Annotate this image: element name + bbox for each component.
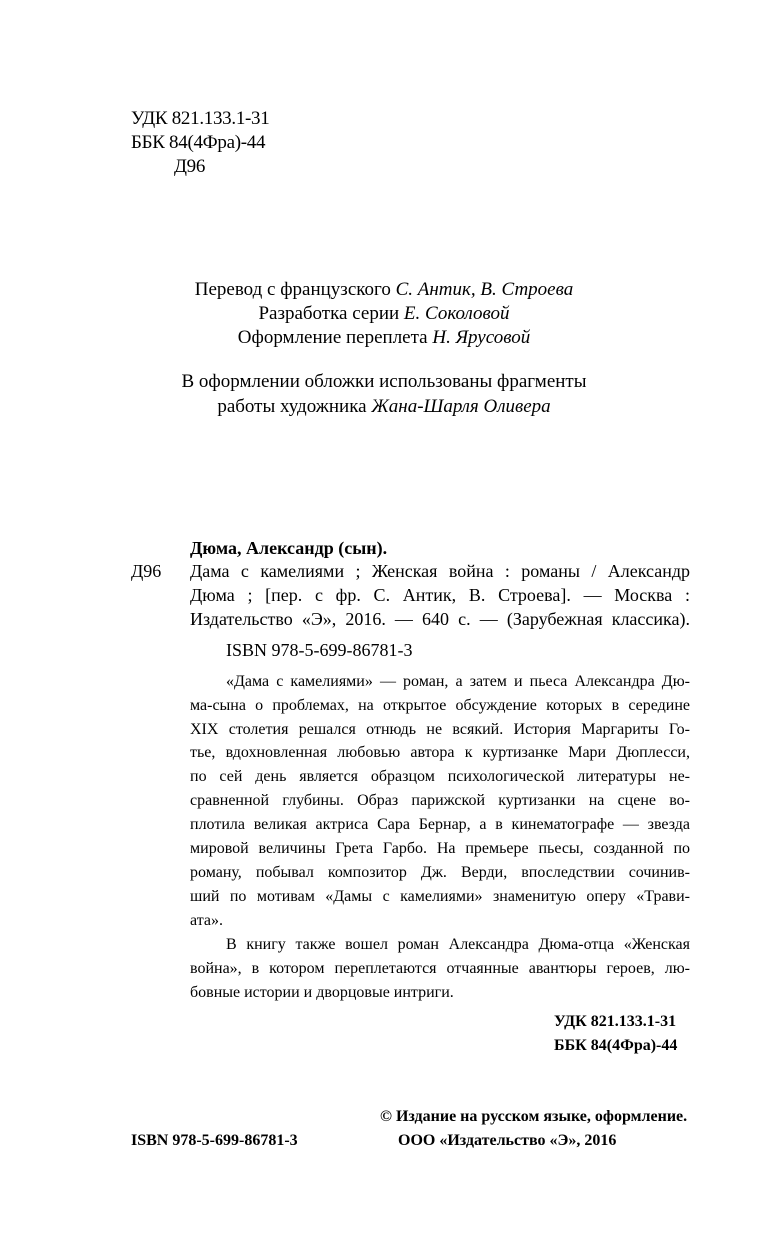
annotation-p1-line: сравненной глубины. Образ парижской куртизанки на сцене во-	[190, 792, 690, 809]
footer-udk: УДК 821.133.1-31	[554, 1013, 677, 1030]
cover-artist: Жана-Шарля Оливера	[371, 396, 551, 417]
header-bbk: ББК 84(4Фра)-44	[131, 132, 266, 153]
copyright-line-1: © Издание на русском языке, оформление.	[380, 1108, 688, 1125]
annotation-p2-line: В книгу также вошел роман Александра Дюма-отца «Женская	[226, 936, 690, 953]
translation-label: Перевод с французского	[194, 279, 396, 300]
annotation-p2-line: бовные истории и дворцовые интриги.	[190, 984, 454, 1001]
catalog-mark: Д96	[131, 561, 162, 581]
catalog-author-heading: Дюма, Александр (сын).	[190, 538, 388, 558]
annotation-p1-line: по сей день является образцом психологической литературы не-	[190, 768, 690, 785]
annotation-p1-line: ма-сына о проблемах, на открытое обсуждение которых в середине	[190, 697, 690, 714]
annotation-p2-line: война», в котором переплетаются отчаянные авантюры героев, лю-	[190, 960, 690, 977]
series-designer: Е. Соколовой	[403, 303, 510, 324]
credit-binding	[0, 326, 768, 350]
binding-designer: Н. Ярусовой	[432, 327, 531, 348]
annotation-p1-line: ата».	[190, 912, 223, 929]
annotation-p1-line: «Дама с камелиями» — роман, а затем и пьеса Александра Дю-	[226, 673, 690, 690]
series-label: Разработка серии	[258, 303, 404, 324]
bottom-isbn: ISBN 978-5-699-86781-3	[131, 1132, 298, 1149]
catalog-line-3: Издательство «Э», 2016. — 640 с. — (Зарубежная классика).	[190, 609, 690, 629]
header-author-mark: Д96	[174, 156, 206, 177]
credit-translation	[0, 278, 768, 302]
annotation-p1-line: мировой величины Грета Гарбо. На премьере пьесы, созданной по	[190, 840, 690, 857]
binding-label: Оформление переплета	[237, 327, 433, 348]
annotation-p1-line: XIX столетия решался отнюдь не всякий. История Маргариты Го-	[190, 721, 690, 738]
credit-cover-line2	[0, 395, 768, 419]
annotation-p1-line: ший по мотивам «Дамы с камелиями» знаменитую оперу «Трави-	[190, 888, 690, 905]
translators: С. Антик, В. Строева	[395, 279, 574, 300]
annotation-p1-line: роману, побывал композитор Дж. Верди, впоследствии сочинив-	[190, 864, 690, 881]
copyright-line-2: ООО «Издательство «Э», 2016	[398, 1132, 617, 1149]
cover-label: работы художника	[217, 396, 372, 417]
credit-series	[0, 302, 768, 326]
footer-bbk: ББК 84(4Фра)-44	[554, 1037, 678, 1054]
annotation-p1-line: тье, вдохновленная любовью автора к куртизанке Мари Дюплесси,	[190, 744, 690, 761]
catalog-line-2: Дюма ; [пер. с фр. С. Антик, В. Строева]. — Москва :	[190, 585, 690, 605]
credit-cover-line1: В оформлении обложки использованы фрагменты	[181, 371, 587, 392]
catalog-isbn: ISBN 978-5-699-86781-3	[226, 640, 413, 660]
catalog-line-1: Дама с камелиями ; Женская война : романы / Александр	[190, 561, 690, 581]
header-udk: УДК 821.133.1-31	[131, 108, 270, 129]
annotation-p1-line: плотила великая актриса Сара Бернар, а в кинематографе — звезда	[190, 816, 690, 833]
